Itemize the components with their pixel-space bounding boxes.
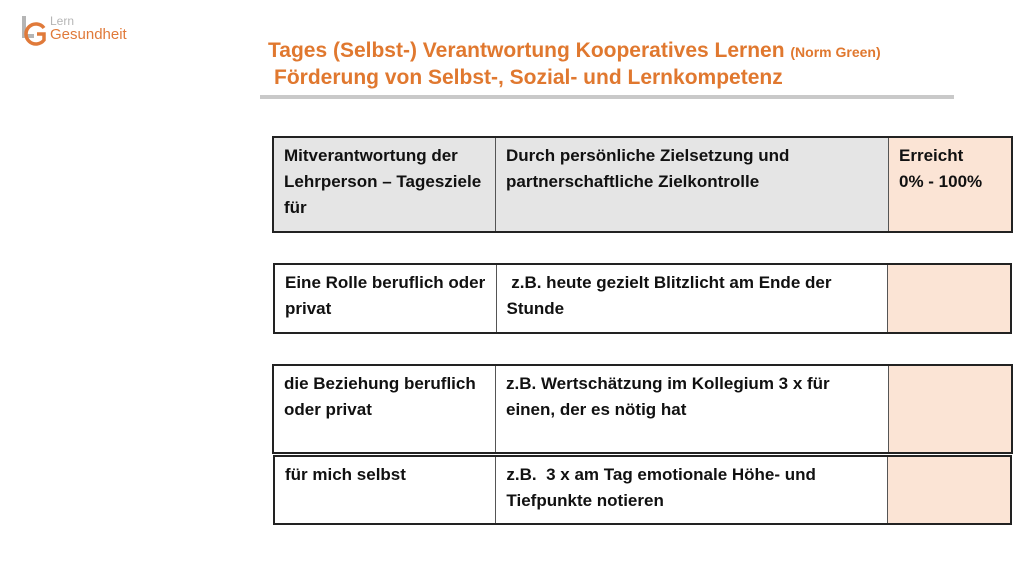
header-percent: 0% - 100% <box>899 172 983 191</box>
logo-gesundheit: Gesundheit <box>50 26 127 43</box>
header-table <box>272 136 1013 233</box>
title-line-2: Förderung von Selbst-, Sozial- und Lernkompetenz <box>274 66 783 89</box>
header-col-1: Mitverantwortung der Lehrperson – Tagesziele für <box>273 137 496 232</box>
table-row <box>273 365 1012 453</box>
logo <box>20 14 130 48</box>
goal-table-relationship <box>272 364 1013 454</box>
goal-label: die Beziehung beruflich oder privat <box>273 365 496 453</box>
title-main: Tages (Selbst-) Verantwortung Kooperatives Lernen <box>268 39 785 62</box>
goal-achieved-cell[interactable] <box>889 365 1013 453</box>
goal-achieved-cell[interactable] <box>888 456 1011 524</box>
goal-example: z.B. Wertschätzung im Kollegium 3 x für einen, der es nötig hat <box>496 365 889 453</box>
slide-title <box>268 38 881 91</box>
goal-table-role <box>273 263 1012 334</box>
goal-example: z.B. heute gezielt Blitzlicht am Ende der Stunde <box>496 264 888 333</box>
goal-table-self <box>273 455 1012 525</box>
header-erreicht: Erreicht <box>899 146 964 165</box>
goal-label: Eine Rolle beruflich oder privat <box>274 264 496 333</box>
goal-label: für mich selbst <box>274 456 496 524</box>
table-row <box>274 456 1011 524</box>
logo-mark-icon <box>20 14 48 46</box>
logo-lern: Lern <box>50 14 75 28</box>
goal-achieved-cell[interactable] <box>888 264 1011 333</box>
title-underline <box>260 95 954 99</box>
header-col-2: Durch persönliche Zielsetzung und partnerschaftliche Zielkontrolle <box>496 137 889 232</box>
header-col-3 <box>889 137 1013 232</box>
goal-example: z.B. 3 x am Tag emotionale Höhe- und Tiefpunkte notieren <box>496 456 888 524</box>
title-author: (Norm Green) <box>790 44 881 60</box>
title-line-1 <box>268 38 881 65</box>
table-row <box>274 264 1011 333</box>
table-row <box>273 137 1012 232</box>
